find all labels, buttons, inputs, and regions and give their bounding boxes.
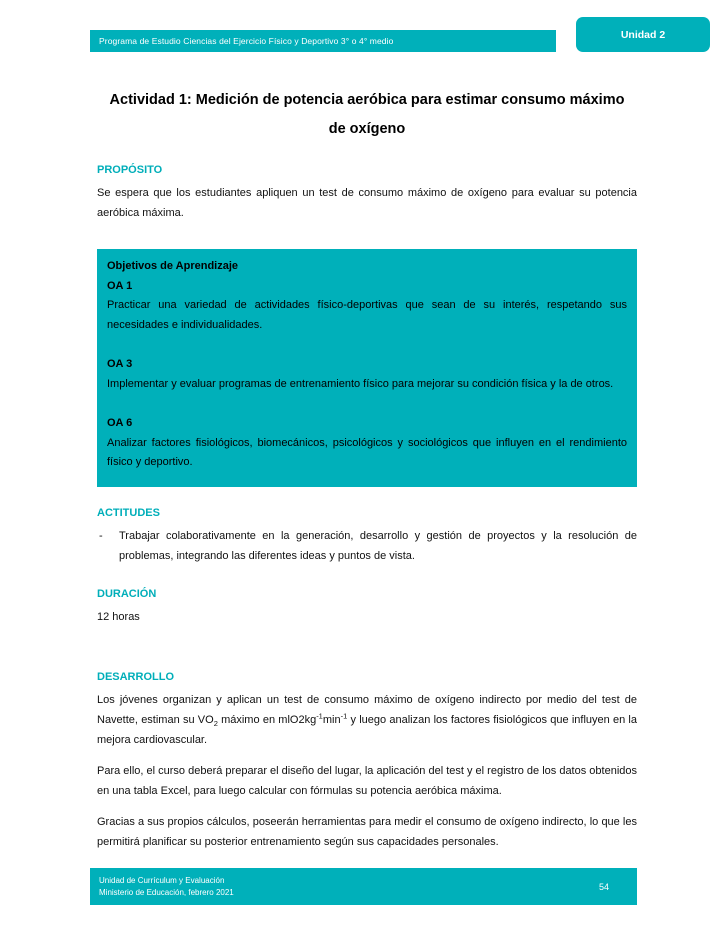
desarrollo-paragraph-2: Para ello, el curso deberá preparar el diseño del lugar, la aplicación del test y el registro de los datos obtenidos en una tabla Excel, para luego calcular con fórmulas su potencia aeróbica máxima. [97,764,637,797]
text-run: máximo en mlO2kg [217,713,317,726]
actitudes-text: Trabajar colaborativamente en la generación, desarrollo y gestión de proyectos y la resolución de problemas, integrando las diferentes ideas y puntos de vista. [119,529,637,562]
header-bar [90,30,556,52]
activity-title-line1: Actividad 1: Medición de potencia aeróbica para estimar consumo máximo [109,92,625,108]
list-bullet: - [99,529,103,542]
activity-title [97,86,637,144]
proposito-body: Se espera que los estudiantes apliquen un test de consumo máximo de oxígeno para evaluar su potencia aeróbica máxima. [97,187,637,219]
text-run: min [322,713,341,726]
section-desarrollo [97,671,637,852]
footer-institution [99,875,234,899]
duracion-heading: DURACIÓN [97,587,157,600]
desarrollo-paragraph-3: Gracias a sus propios cálculos, poseerán herramientas para medir el consumo de oxígeno indirecto, lo que les permitirá planificar su posterior entrenamiento según sus capacidades personales. [97,815,637,848]
unit-badge-label: Unidad 2 [620,28,666,41]
oa-item [107,355,627,394]
oa-code: OA 3 [107,358,133,370]
desarrollo-paragraph-1 [97,690,637,750]
oa-text: Practicar una variedad de actividades físico-deportivas que sean de su interés, respetando sus necesidades e individualidades. [107,299,627,331]
desarrollo-heading: DESARROLLO [97,670,174,683]
oa-item [107,414,627,473]
page-number: 54 [598,881,609,892]
objetivos-heading: Objetivos de Aprendizaje [107,260,239,272]
oa-text: Analizar factores fisiológicos, biomecánicos, psicológicos y sociológicos que influyen en el rendimiento físico y deportivo. [107,436,627,468]
footer-line1: Unidad de Currículum y Evaluación [99,875,225,885]
superscript: -1 [340,710,348,720]
objetivos-box [97,249,637,487]
footer-line2: Ministerio de Educación, febrero 2021 [99,887,234,897]
footer-bar [90,868,637,905]
oa-text: Implementar y evaluar programas de entrenamiento físico para mejorar su condición física y la de otros. [107,377,614,390]
text-run: y luego analizan los factores fisiológicos que influyen en la mejora cardiovascular. [97,713,637,746]
activity-title-line2: de oxígeno [328,121,406,137]
oa-code: OA 1 [107,279,133,292]
subscript: 2 [213,718,218,728]
section-proposito [97,164,637,223]
superscript: -1 [316,710,323,720]
content-column [97,86,637,852]
section-duracion [97,588,637,627]
oa-code: OA 6 [107,417,133,429]
unit-badge [576,17,710,52]
actitudes-list-item [97,526,637,566]
program-title: Programa de Estudio Ciencias del Ejercicio Físico y Deportivo 3° o 4° medio [99,36,394,46]
actitudes-heading: ACTITUDES [97,506,160,519]
text-run: Los jóvenes organizan y aplican un test de consumo máximo de oxígeno indirecto por medio del test de Navette, estiman su VO [97,693,637,726]
duracion-text: 12 horas [97,610,140,623]
proposito-heading: PROPÓSITO [97,164,163,176]
section-actitudes [97,507,637,566]
oa-item [107,277,627,336]
